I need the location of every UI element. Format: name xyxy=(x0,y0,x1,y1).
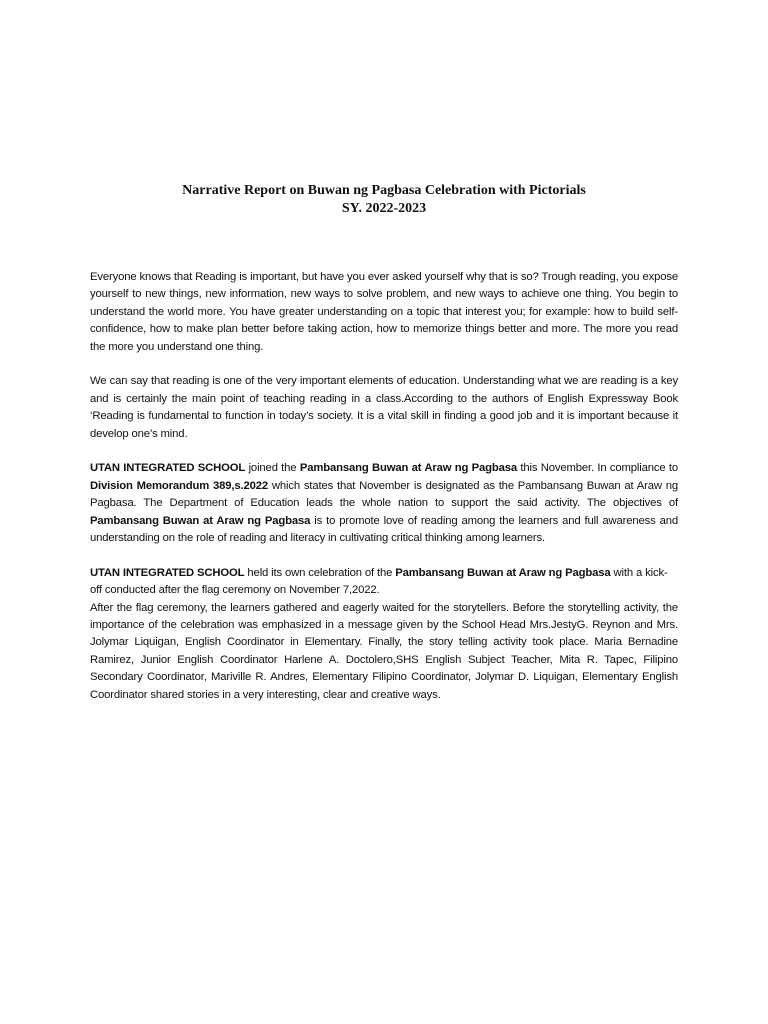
title-line-2: SY. 2022-2023 xyxy=(341,201,427,216)
paragraph-school-participation xyxy=(90,460,678,547)
paragraph-text: this November. In compliance to xyxy=(517,462,678,475)
paragraph-kickoff xyxy=(90,565,678,600)
title-line-1: Narrative Report on Buwan ng Pagbasa Celebration with Pictorials xyxy=(182,183,586,198)
paragraph-reading-in-education: We can say that reading is one of the very important elements of education. Understanding what we are reading is a key and is certainly the main point of teaching reading in a class.According to the authors of English Expressway Book ‘Reading is fundamental to function in today’s society. It is a vital skill in finding a good job and it is important because it develop one’s mind. xyxy=(90,375,678,440)
paragraph-text: which states that November is designated as the Pambansang Buwan at Araw ng Pagbasa. The Department of Education leads the whole nation to support the said activity. The objectives of xyxy=(90,479,678,510)
memorandum-reference: Division Memorandum 389,s.2022 xyxy=(90,479,269,492)
paragraph-text: held its own celebration of the xyxy=(244,566,396,579)
event-name: Pambansang Buwan at Araw ng Pagbasa xyxy=(90,514,311,527)
report-title xyxy=(90,182,678,218)
paragraph-storytelling: After the flag ceremony, the learners gathered and eagerly waited for the storytellers. Before the storytelling activity, the importance of the celebration was emphasized in a message given by the School Head Mrs.JestyG. Reynon and Mrs. Jolymar Liquigan, English Coordinator in Elementary. Finally, the story telling activity took place. Maria Bernadine Ramirez, Junior English Coordinator Harlene A. Doctolero,SHS English Subject Teacher, Mita R. Tapec, Filipino Secondary Coordinator, Mariville R. Andres, Elementary Filipino Coordinator, Jolymar D. Liquigan, Elementary English Coordinator shared stories in a very interesting, clear and creative ways. xyxy=(90,601,678,701)
paragraph-text: with a kick-off conducted after the flag ceremony on November 7,2022. xyxy=(90,566,668,597)
school-name: UTAN INTEGRATED SCHOOL xyxy=(90,462,246,475)
paragraph-importance-of-reading: Everyone knows that Reading is important, but have you ever asked yourself why that is so? Trough reading, you expose yourself to new things, new information, new ways to solve problem, and new ways to achieve one thing. You begin to understand the world more. You have greater understanding on a topic that interest you; for example: how to build self-confidence, how to make plan better before taking action, how to memorize things better and more. The more you read the more you understand one thing. xyxy=(90,271,678,353)
event-name: Pambansang Buwan at Araw ng Pagbasa xyxy=(299,462,518,475)
report-body xyxy=(90,269,678,704)
school-name: UTAN INTEGRATED SCHOOL xyxy=(90,566,245,579)
event-name: Pambansang Buwan at Araw ng Pagbasa xyxy=(395,566,611,579)
paragraph-text: is to promote love of reading among the learners and full awareness and understanding on the role of reading and literacy in cultivating critical thinking among learners. xyxy=(90,514,678,545)
paragraph-text: joined the xyxy=(245,462,300,475)
